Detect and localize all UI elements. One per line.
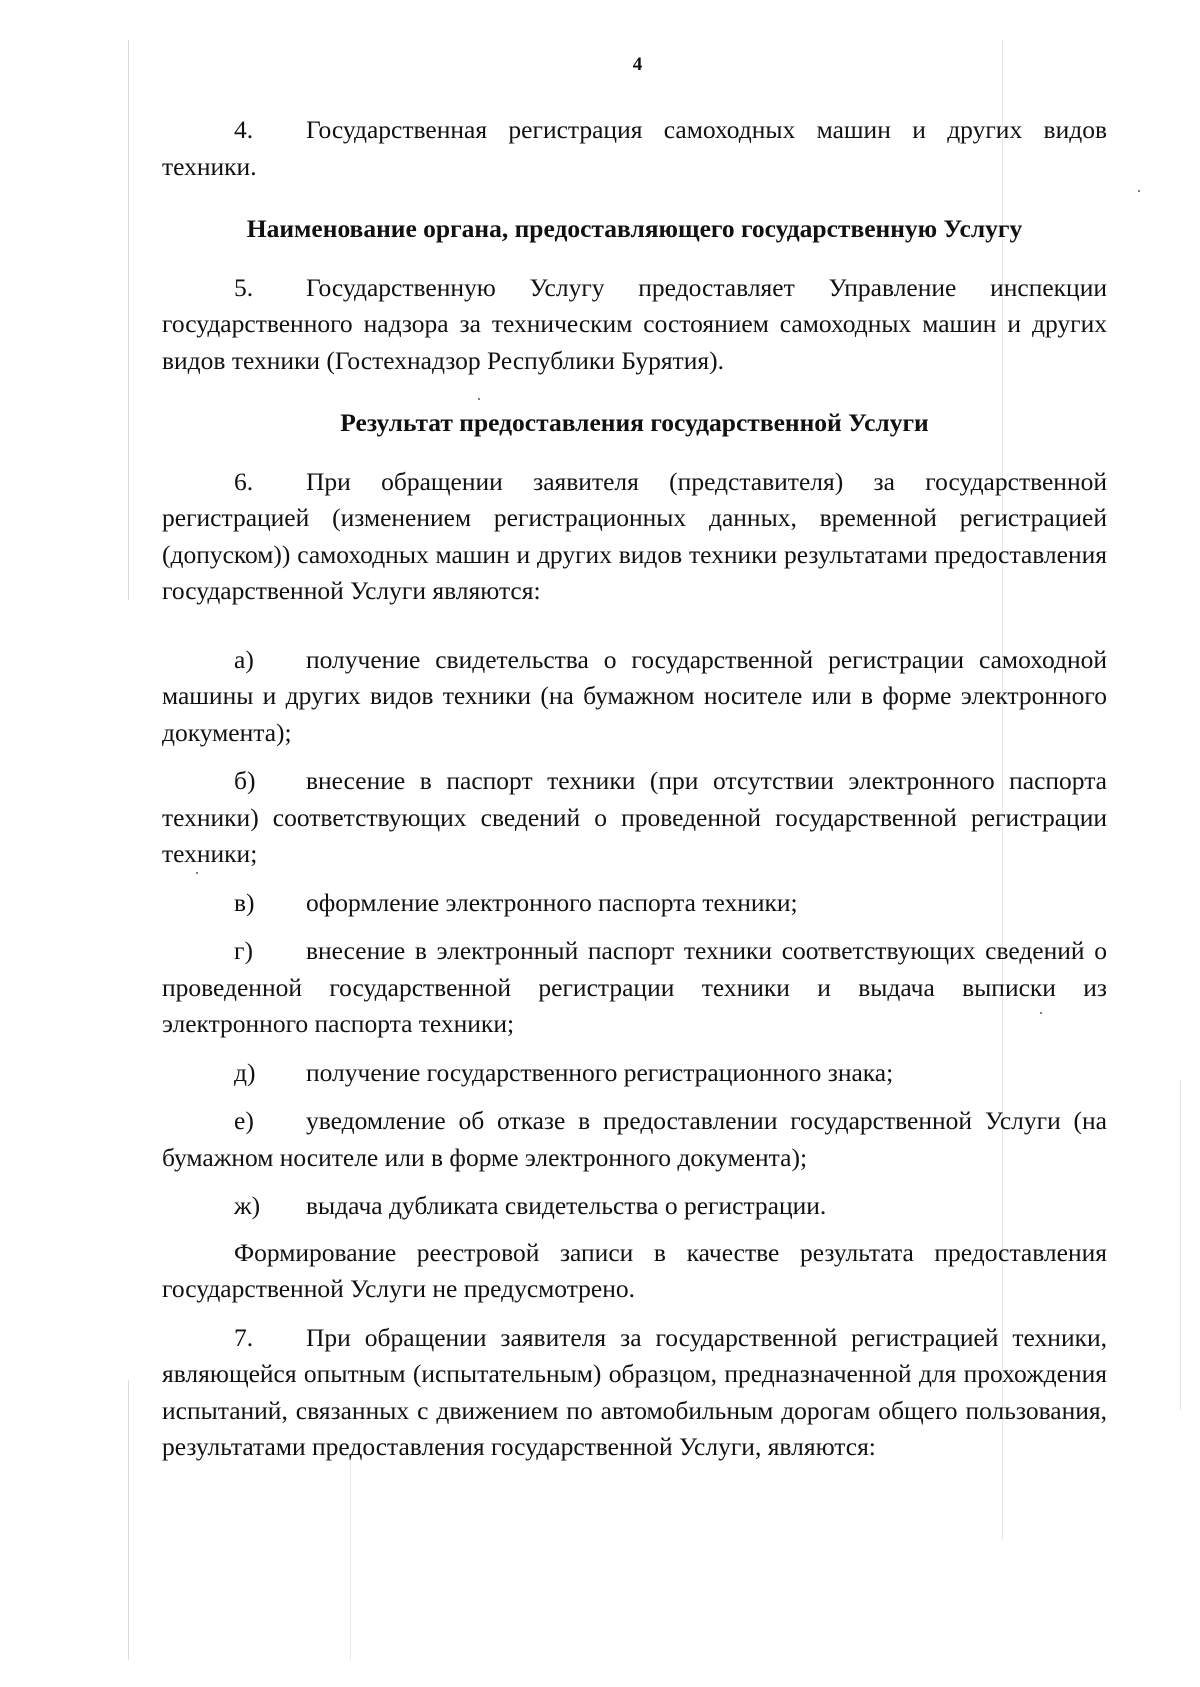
list-item-marker: а)	[234, 644, 254, 674]
list-item-b	[162, 763, 1107, 873]
list-item-marker: г)	[234, 936, 253, 965]
paragraph-text: Государственную Услугу предоставляет Управление инспекции государственного надзора за техническим состоянием самоходных машин и других видов техники (Гостехнадзор Республики Бурятия).	[162, 272, 1107, 375]
paragraph-text: При обращении заявителя за государственной регистрацией техники, являющейся опытным (испытательным) образцом, предназначенной для прохождения испытаний, связанных с движением по автомобильным дорогам общего пользования, результатами предоставления государственной Услуги, являются:	[162, 1322, 1107, 1461]
list-item-marker: б)	[234, 766, 256, 795]
paragraph-text: Государственная регистрация самоходных машин и других видов техники.	[162, 115, 1107, 181]
list-item-a	[162, 642, 1107, 752]
paragraph-7	[162, 1320, 1107, 1466]
list-item-e	[162, 1103, 1107, 1176]
list-item-d	[162, 1055, 1107, 1092]
list-item-text: внесение в паспорт техники (при отсутствии электронного паспорта техники) соответствующих сведений о проведенной государственной регистрации техники;	[162, 766, 1107, 868]
scan-artifact-line	[128, 1380, 129, 1660]
paragraph-number: 4.	[234, 115, 254, 144]
paragraph-6	[162, 464, 1107, 610]
paragraph-number: 6.	[234, 466, 254, 496]
list-item-g	[162, 933, 1107, 1043]
document-body	[162, 112, 1107, 1466]
scan-artifact-line	[128, 40, 129, 600]
section-heading-result: Результат предоставления государственной Услуги	[340, 408, 929, 437]
list-item-text: оформление электронного паспорта техники;	[306, 887, 798, 917]
page-number: 4	[632, 54, 643, 75]
paragraph-number: 5.	[234, 272, 254, 302]
paragraph-registry: Формирование реестровой записи в качестве результата предоставления государственной Услуги не предусмотрено.	[162, 1237, 1107, 1303]
list-item-zh	[162, 1188, 1107, 1225]
scan-artifact-dot	[1138, 190, 1140, 192]
scan-artifact-line	[350, 1460, 351, 1660]
list-item-text: уведомление об отказе в предоставлении государственной Услуги (на бумажном носителе или в форме электронного документа);	[162, 1106, 1107, 1172]
list-item-marker: е)	[234, 1106, 254, 1135]
scan-artifact-line	[1180, 1080, 1181, 1410]
paragraph-text: При обращении заявителя (представителя) за государственной регистрацией (изменением регистрационных данных, временной регистрацией (допуском)) самоходных машин и других видов техники результатами предоставления государственной Услуги являются:	[162, 466, 1107, 605]
list-item-text: выдача дубликата свидетельства о регистрации.	[306, 1191, 827, 1220]
list-item-text: получение свидетельства о государственной регистрации самоходной машины и других видов техники (на бумажном носителе или в форме электронного документа);	[162, 644, 1107, 747]
list-item-marker: д)	[234, 1057, 256, 1087]
list-item-v	[162, 885, 1107, 922]
list-item-marker: в)	[234, 887, 255, 917]
paragraph-4	[162, 112, 1107, 185]
list-item-marker: ж)	[234, 1191, 261, 1220]
paragraph-number: 7.	[234, 1322, 254, 1352]
list-item-text: получение государственного регистрационного знака;	[306, 1057, 894, 1087]
list-item-text: внесение в электронный паспорт техники соответствующих сведений о проведенной государственной регистрации техники и выдача выписки из электронного паспорта техники;	[162, 936, 1107, 1038]
paragraph-5	[162, 270, 1107, 380]
section-heading-organ: Наименование органа, предоставляющего государственную Услугу	[246, 214, 1023, 243]
